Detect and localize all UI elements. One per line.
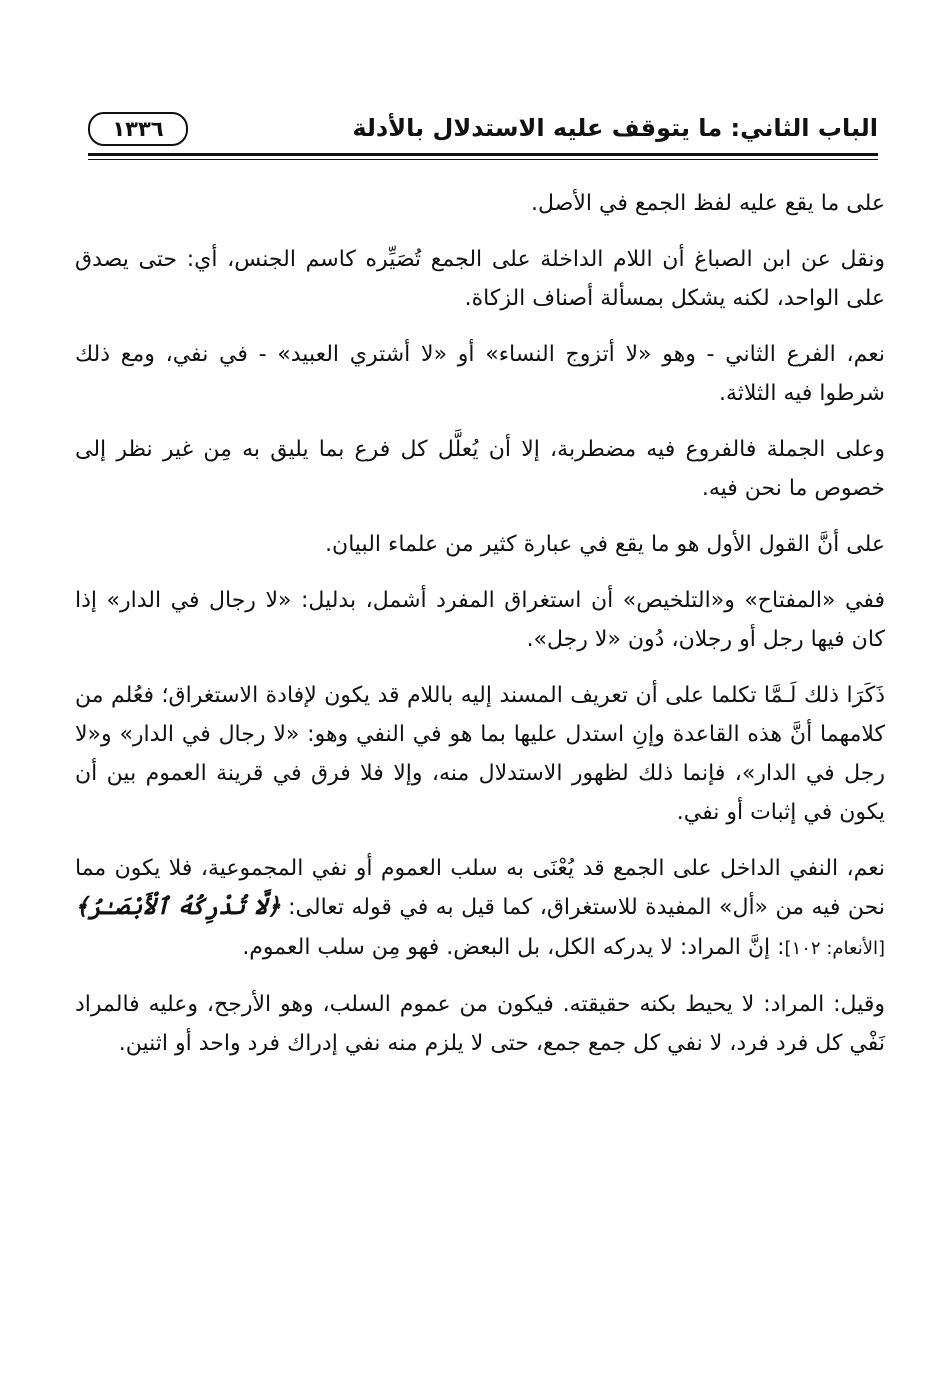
header-rule-thin (88, 159, 878, 160)
verse-reference: [الأنعام: ١٠٢] (784, 938, 885, 959)
page-number-badge (88, 112, 188, 146)
paragraph: ونقل عن ابن الصباغ أن اللام الداخلة على الجمع تُصَيِّره كاسم الجنس، أي: حتى يصدق على الواحد، لكنه يشكل بمسألة أصناف الزكاة. (75, 247, 885, 311)
paragraph-text: : إنَّ المراد: لا يدركه الكل، بل البعض. فهو مِن سلب العموم. (242, 935, 785, 960)
paragraph-with-quran-citation (75, 849, 885, 968)
paragraph: على ما يقع عليه لفظ الجمع في الأصل. (531, 191, 885, 216)
paragraph: ذَكَرَا ذلك لَـمَّا تكلما على أن تعريف المسند إليه باللام قد يكون لإفادة الاستغراق؛ فعُلم من كلامهما أنَّ هذه القاعدة وإنِ استدل عليها بما هو في النفي وهو: «لا رجال في الدار» و«لا رجل في الدار»، فإنما ذلك لظهور الاستدلال منه، وإلا فلا فرق في قرينة العموم بين أن يكون في إثبات أو نفي. (75, 683, 885, 825)
page-header (88, 108, 878, 150)
page-number: ١٣٣٦ (112, 117, 164, 141)
header-rule-thick (88, 153, 878, 156)
paragraph: على أنَّ القول الأول هو ما يقع في عبارة كثير من علماء البيان. (325, 532, 885, 557)
paragraph: وعلى الجملة فالفروع فيه مضطربة، إلا أن يُعلَّل كل فرع بما يليق به مِن غير نظر إلى خصوص ما نحن فيه. (75, 437, 885, 501)
paragraph: نعم، الفرع الثاني - وهو «لا أتزوج النساء» أو «لا أشتري العبيد» - في نفي، ومع ذلك شرطوا فيه الثلاثة. (75, 342, 885, 406)
paragraph: وقيل: المراد: لا يحيط بكنه حقيقته. فيكون من عموم السلب، وهو الأرجح، وعليه فالمراد نَفْي كل فرد فرد، لا نفي كل جمع جمع، حتى لا يلزم منه نفي إدراك فرد واحد أو اثنين. (75, 992, 885, 1056)
paragraph: ففي «المفتاح» و«التلخيص» أن استغراق المفرد أشمل، بدليل: «لا رجال في الدار» إذا كان فيها رجل أو رجلان، دُون «لا رجل». (75, 588, 885, 652)
running-title: الباب الثاني: ما يتوقف عليه الاستدلال بالأدلة (352, 114, 878, 142)
paragraph-text: نعم، النفي الداخل على الجمع قد يُعْنَى به سلب العموم أو نفي المجموعية، فلا يكون مما نحن فيه من «أل» المفيدة للاستغراق، كما قيل به في قوله تعالى: (75, 856, 885, 920)
body-text (75, 184, 885, 1080)
quran-verse: ﴿لَّا تُدْرِكُهُ ٱلْأَبْصَـٰرُ﴾ (75, 894, 281, 920)
